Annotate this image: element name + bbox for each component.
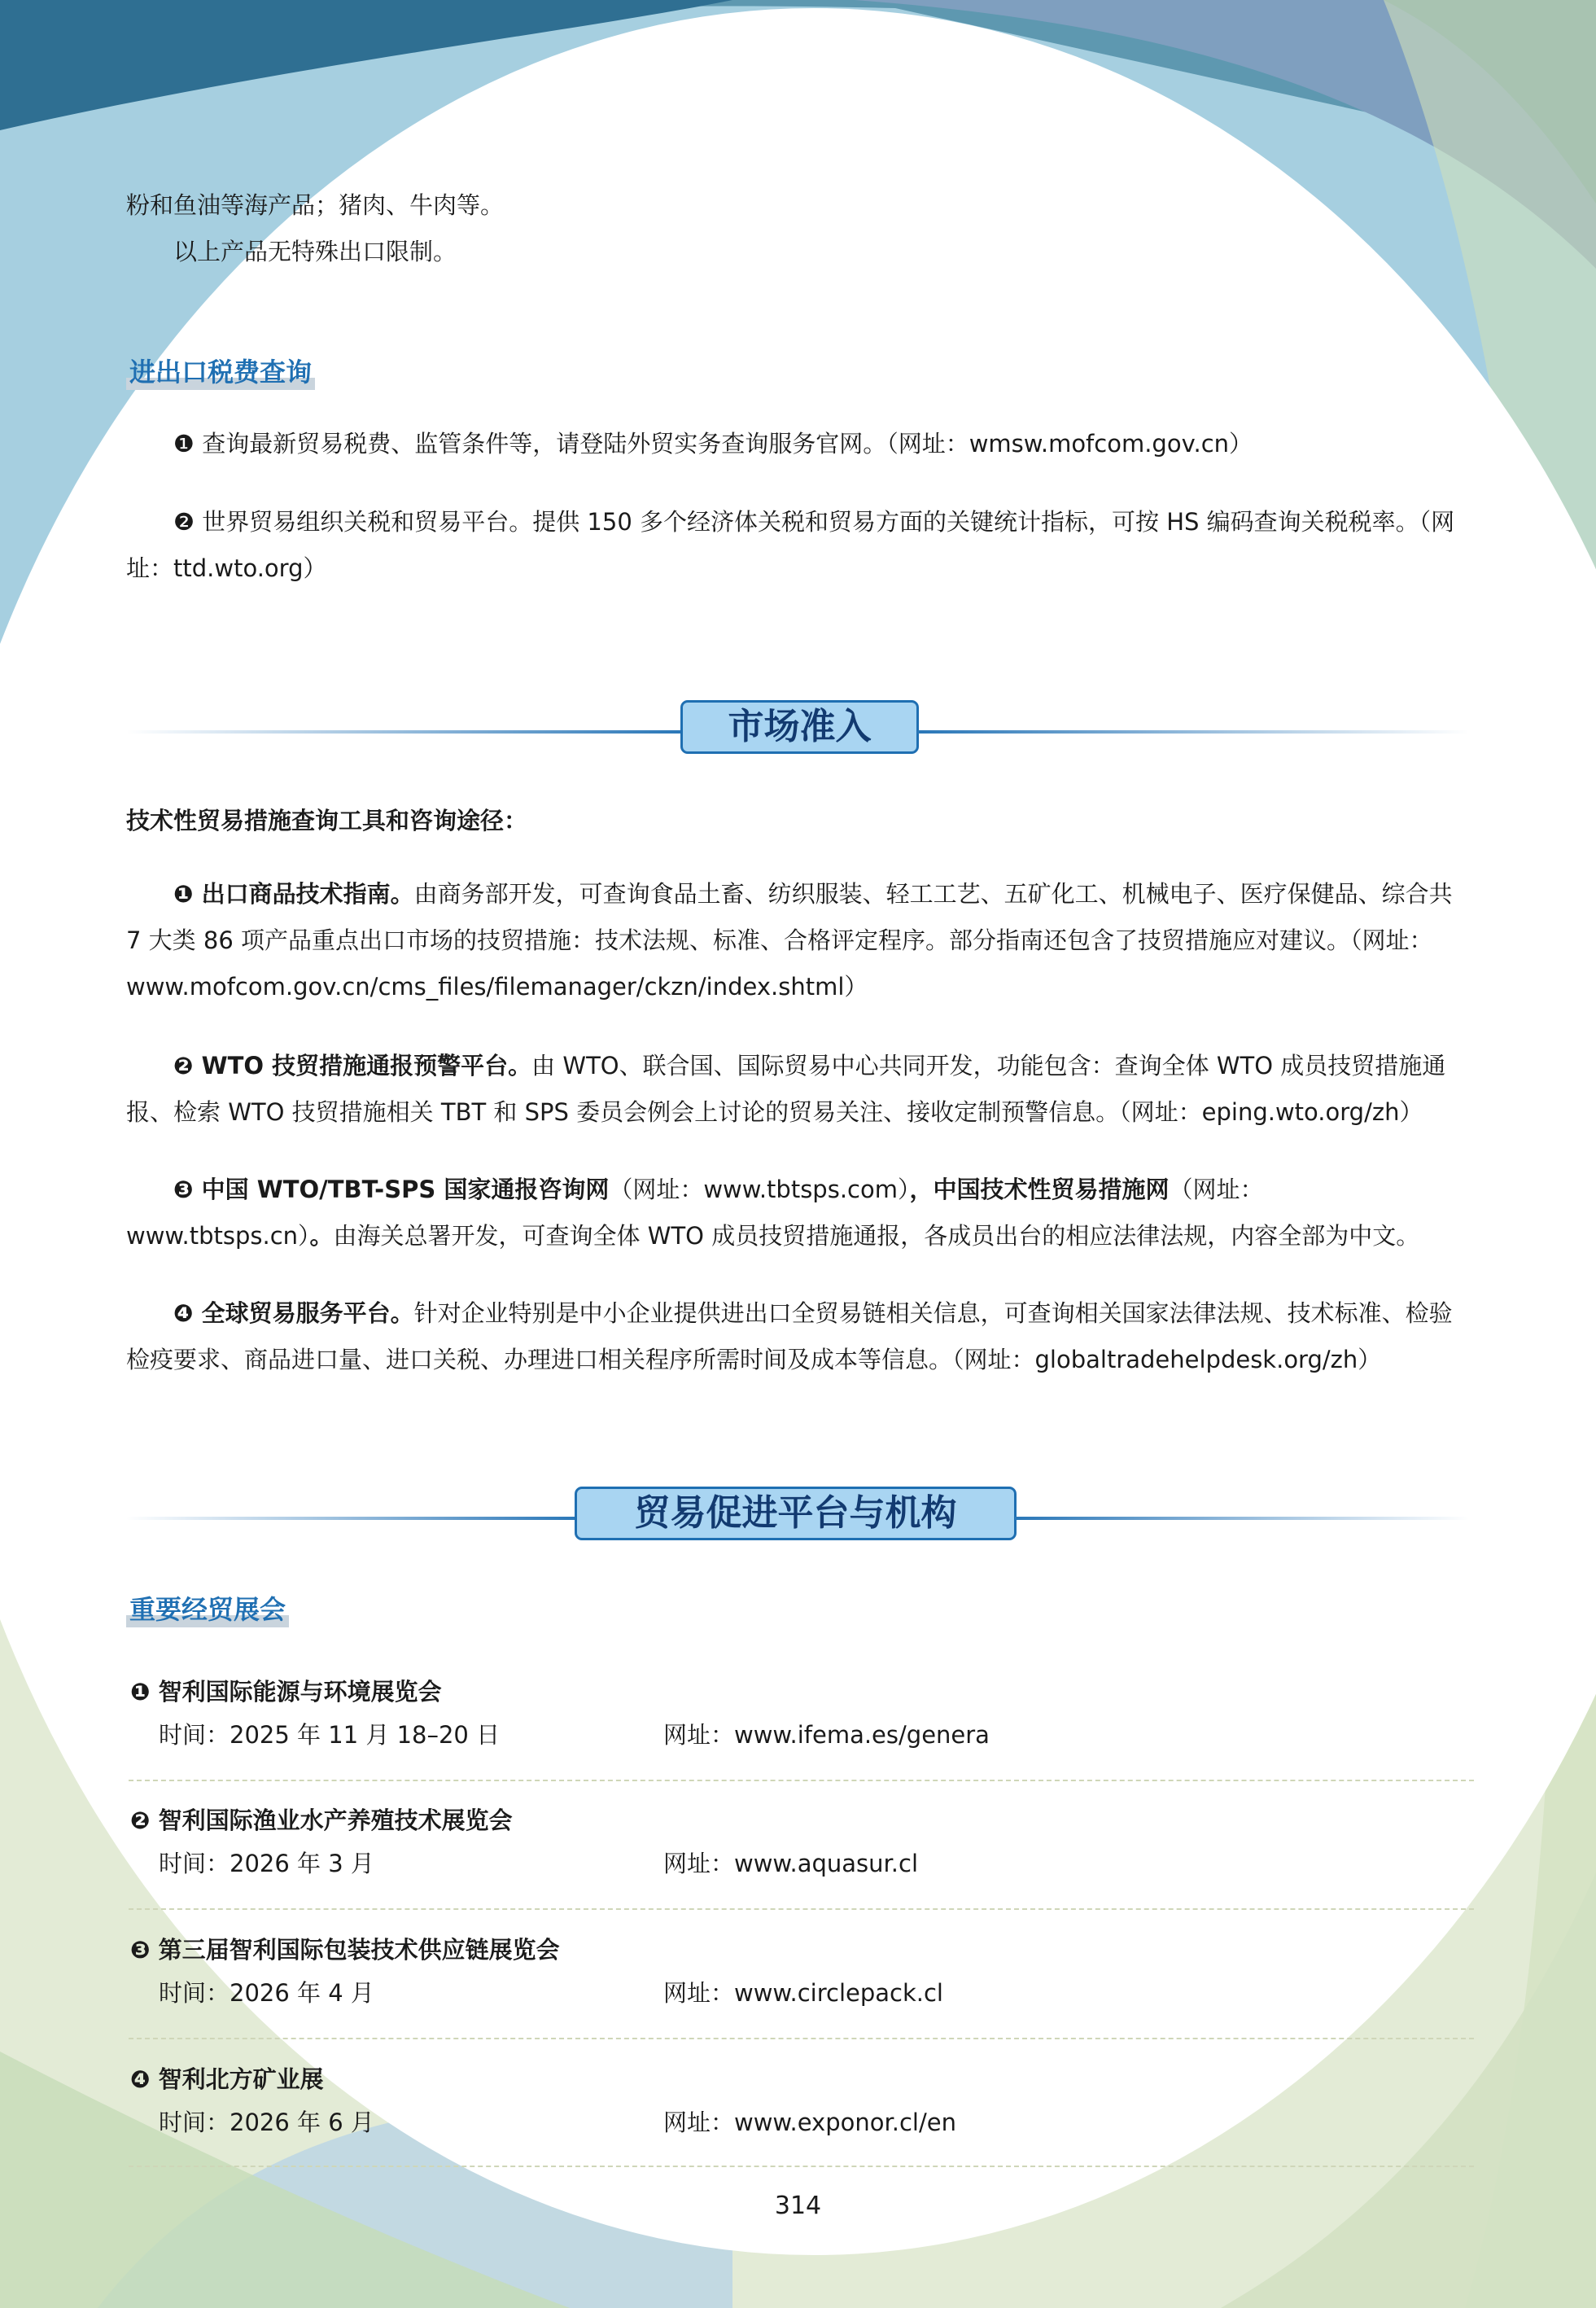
expo-time-3: 时间：2026 年 4 月 bbox=[159, 1979, 374, 2007]
intro-line-2: 以上产品无特殊出口限制。 bbox=[173, 238, 457, 265]
expo-title-3: ❸ 第三届智利国际包装技术供应链展览会 bbox=[130, 1936, 560, 1964]
item-1-text: 由商务部开发，可查询食品土畜、纺织服装、轻工工艺、五矿化工、机械电子、医疗保健品、综合共 7 大类 86 项产品重点出口市场的技贸措施：技术法规、标准、合格评定程序。部分指南还包含了技贸措施应对建议。（网址：www.mofcom.gov.cn/cms_files/filemanager/ckzn/index.shtml） bbox=[126, 880, 1453, 1001]
expo-title-1: ❶ 智利国际能源与环境展览会 bbox=[130, 1678, 442, 1706]
tax-query-heading: 进出口税费查询 bbox=[126, 354, 315, 390]
expo-url-3: 网址：www.circlepack.cl bbox=[663, 1979, 943, 2007]
expo-divider bbox=[129, 2038, 1474, 2039]
expo-divider bbox=[129, 2166, 1474, 2167]
item-3-text: 由海关总署开发，可查询全体 WTO 成员技贸措施通报，各成员出台的相应法律法规，内容全部为中文。 bbox=[333, 1222, 1420, 1250]
tax-item-2: ❷ 世界贸易组织关税和贸易平台。提供 150 多个经济体关税和贸易方面的关键统计指标，可按 HS 编码查询关税税率。（网址：ttd.wto.org） bbox=[126, 508, 1455, 582]
market-access-title: 市场准入 bbox=[680, 700, 919, 754]
section-divider-right bbox=[1015, 1517, 1469, 1520]
item-1-title: ❶ 出口商品技术指南。 bbox=[173, 880, 414, 908]
market-access-item-4 bbox=[126, 1290, 1469, 1383]
item-3-url-a: （网址：www.tbtsps.com） bbox=[609, 1176, 910, 1203]
trade-promotion-section-header bbox=[126, 1487, 1469, 1548]
item-4-title: ❹ 全球贸易服务平台。 bbox=[173, 1299, 414, 1327]
market-access-section-header bbox=[126, 700, 1469, 762]
expo-title-4: ❹ 智利北方矿业展 bbox=[130, 2065, 324, 2093]
expo-title-2: ❷ 智利国际渔业水产养殖技术展览会 bbox=[130, 1807, 513, 1834]
expo-divider bbox=[129, 1780, 1474, 1781]
intro-line-1: 粉和鱼油等海产品；猪肉、牛肉等。 bbox=[126, 191, 505, 219]
expo-time-4: 时间：2026 年 6 月 bbox=[159, 2109, 374, 2136]
item-3-period: 。 bbox=[309, 1222, 334, 1250]
section-divider-right bbox=[917, 730, 1469, 734]
expo-divider bbox=[129, 1908, 1474, 1910]
section-divider-left bbox=[126, 1517, 578, 1520]
expo-url-1: 网址：www.ifema.es/genera bbox=[663, 1721, 990, 1749]
market-access-item-3 bbox=[126, 1167, 1469, 1259]
page-number: 314 bbox=[774, 2192, 822, 2220]
expo-url-2: 网址：www.aquasur.cl bbox=[663, 1850, 919, 1877]
item-3-url-b: （网址：www.tbtsps.cn） bbox=[126, 1176, 1264, 1250]
section-divider-left bbox=[126, 730, 684, 734]
item-3-title-b: ，中国技术性贸易措施网 bbox=[909, 1176, 1170, 1203]
market-access-item-2 bbox=[126, 1043, 1469, 1136]
item-4-text: 针对企业特别是中小企业提供进出口全贸易链相关信息，可查询相关国家法律法规、技术标准、检验检疫要求、商品进口量、进口关税、办理进口相关程序所需时间及成本等信息。（网址：globaltradehelpdesk.org/zh） bbox=[126, 1299, 1453, 1373]
item-2-text: 由 WTO、联合国、国际贸易中心共同开发，功能包含：查询全体 WTO 成员技贸措施通报、检索 WTO 技贸措施相关 TBT 和 SPS 委员会例会上讨论的贸易关注、接收定制预警信息。（网址：eping.wto.org/zh） bbox=[126, 1052, 1446, 1126]
market-access-item-1 bbox=[126, 871, 1469, 1010]
expo-heading: 重要经贸展会 bbox=[126, 1592, 289, 1627]
expo-time-2: 时间：2026 年 3 月 bbox=[159, 1850, 374, 1877]
item-3-title-a: ❸ 中国 WTO/TBT-SPS 国家通报咨询网 bbox=[173, 1176, 610, 1203]
item-2-title: ❷ WTO 技贸措施通报预警平台。 bbox=[173, 1052, 532, 1080]
expo-url-4: 网址：www.exponor.cl/en bbox=[663, 2109, 956, 2136]
trade-promotion-title: 贸易促进平台与机构 bbox=[575, 1487, 1017, 1540]
expo-time-1: 时间：2025 年 11 月 18–20 日 bbox=[159, 1721, 501, 1749]
market-access-intro: 技术性贸易措施查询工具和咨询途径： bbox=[126, 807, 528, 834]
tax-item-1: ❶ 查询最新贸易税费、监管条件等，请登陆外贸实务查询服务官网。（网址：wmsw.mofcom.gov.cn） bbox=[173, 430, 1253, 458]
